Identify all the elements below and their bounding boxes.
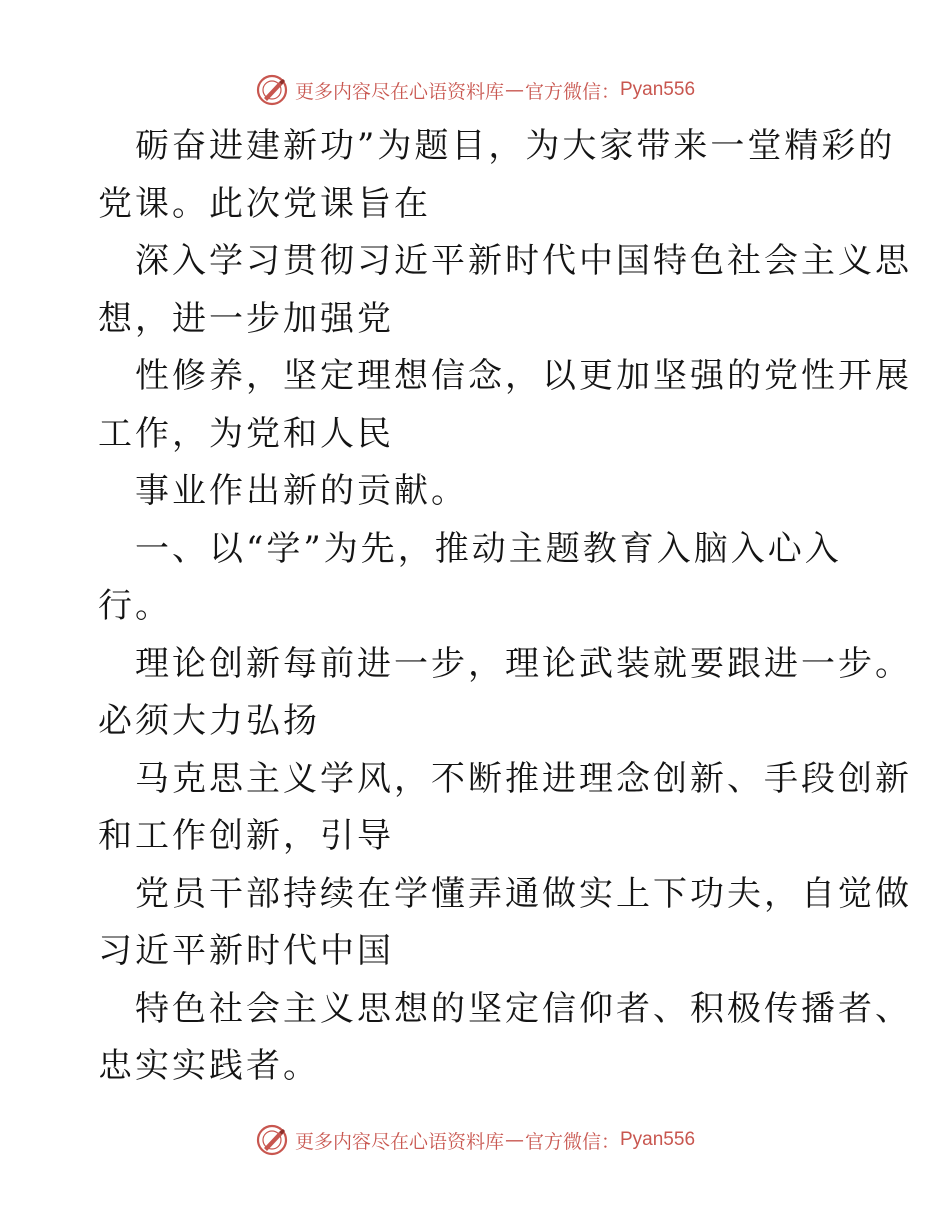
text-line: 习近平新时代中国 [98,931,394,971]
watermark-wechat-id: Pyan556 [620,1129,696,1150]
text-line: 忠实实践者。 [98,1046,320,1086]
text-line: 性修养，坚定理想信念，以更加坚强的党性开展 [135,356,912,396]
watermark-dash: — [504,1129,524,1151]
text-line: 砺奋进建新功”为题目，为大家带来一堂精彩的 [135,126,896,166]
watermark-wechat-label: 官方微信： [524,80,620,103]
text-line: 想，进一步加强党 [98,298,394,339]
text-line: 工作，为党和人民 [98,413,394,454]
text-line: 深入学习贯彻习近平新时代中国特色社会主义思 [135,241,912,281]
watermark-site-text: 更多内容尽在心语资料库 [294,1130,504,1153]
watermark-site-text: 更多内容尽在心语资料库 [294,80,504,103]
text-line: 行。 [98,586,172,626]
text-line: 和工作创新，引导 [98,816,394,856]
text-line: 事业作出新的贡献。 [135,471,468,511]
footer-watermark [0,1120,950,1160]
watermark-wechat-label: 官方微信： [524,1130,620,1153]
text-line: 一、以“学”为先，推动主题教育入脑入心入 [135,528,842,569]
text-line: 党员干部持续在学懂弄通做实上下功夫，自觉做 [135,873,912,914]
stamp-logo-icon [255,73,289,107]
watermark-dash: — [504,79,524,101]
stamp-logo-icon [255,1123,289,1157]
text-line: 理论创新每前进一步，理论武装就要跟进一步。 [135,643,912,684]
text-line: 必须大力弘扬 [98,701,320,741]
text-line: 特色社会主义思想的坚定信仰者、积极传播者、 [135,988,912,1029]
document-body [98,118,912,1096]
text-line: 党课。此次党课旨在 [98,183,431,224]
text-line: 马克思主义学风，不断推进理念创新、手段创新 [135,758,912,799]
watermark-wechat-id: Pyan556 [620,79,696,100]
header-watermark [0,70,950,110]
